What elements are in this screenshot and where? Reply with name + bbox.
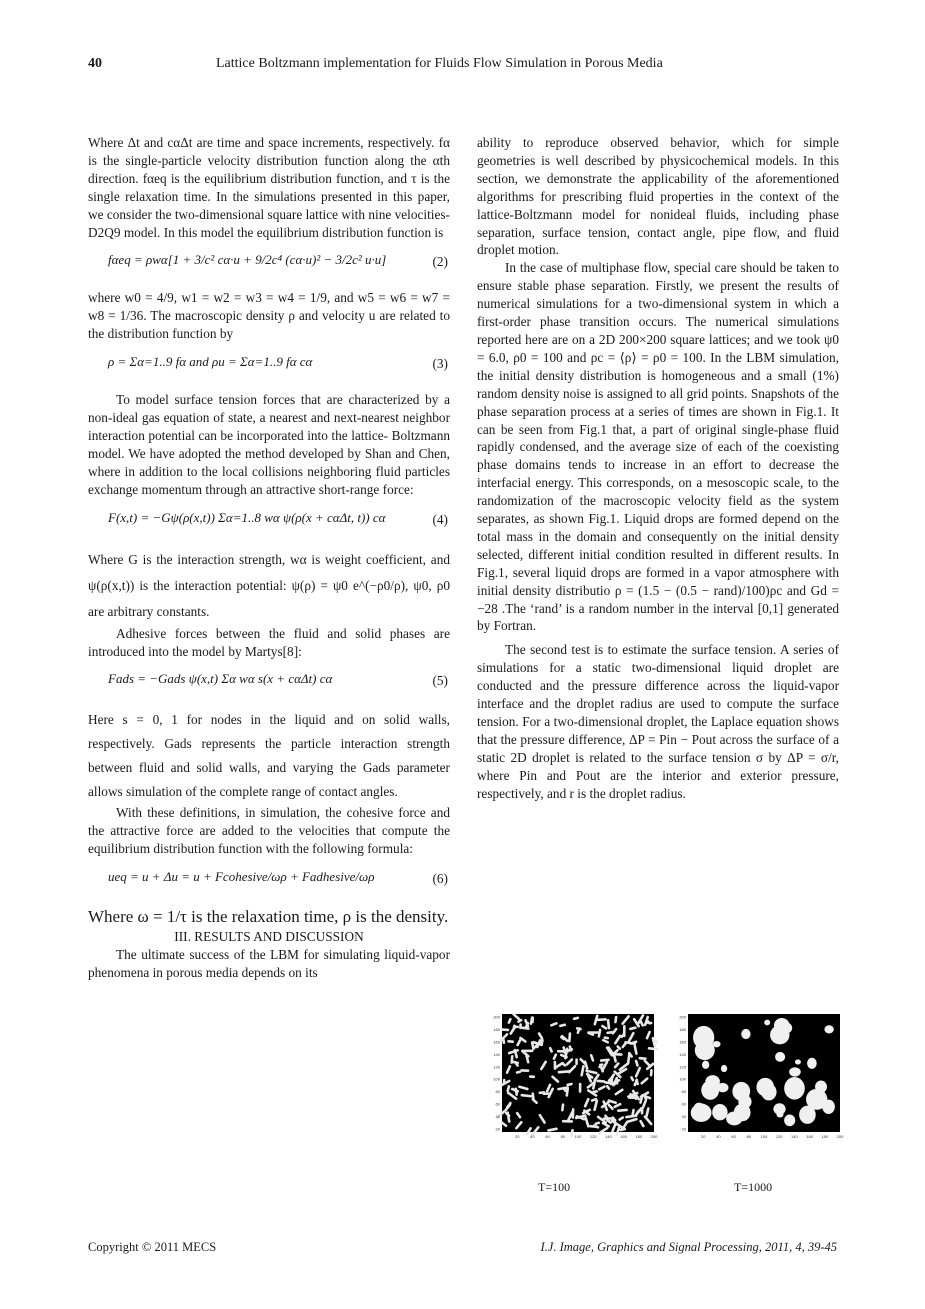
left-column [88,134,450,982]
liquid-domain [621,1129,625,1130]
paragraph: Adhesive forces between the fluid and solid phases are introduced into the model by Martys[8]: [88,625,450,659]
liquid-drop [824,1025,833,1033]
equation-number: (2) [432,254,448,270]
liquid-drop [776,1111,783,1117]
liquid-domain [522,1095,531,1096]
y-tick-label: 60 [495,1101,500,1107]
equation-2 [88,245,450,285]
liquid-domain [569,1034,570,1042]
liquid-drop [807,1058,817,1069]
liquid-drop [795,1059,801,1064]
liquid-domain [594,1091,597,1092]
phase-field-image-t1000 [672,1012,844,1144]
liquid-domain [630,1028,635,1029]
caption-t100: T=100 [538,1180,571,1194]
x-tick-label: 160 [620,1134,627,1139]
paragraph: Here s = 0, 1 for nodes in the liquid and on solid walls, respectively. Gads represents the particle interaction strength between fluid and solid walls, and varying the Gads parameter allows simulation of the complete range of contact angles. [88,712,450,800]
equation-body: fαeq = ρwα[1 + 3/c² cα·u + 9/2c⁴ (cα·u)² − 3/2c² u·u] [108,252,387,268]
liquid-domain [533,1094,534,1099]
liquid-domain [607,1086,609,1088]
liquid-domain [550,1048,551,1051]
x-tick-label: 80 [746,1134,752,1139]
x-tick-label: 120 [775,1134,783,1139]
liquid-domain [572,1130,573,1136]
paragraph: ability to reproduce observed behavior, which for simple geometries is well described by physicochemical models. In this section, we demonstrate the applicability of the aforementioned algorithms for prescribing fluid properties in the context of the lattice-Boltzmann model for nonideal fluids, including phase separation, surface tension, contact angle, pipe flow, and fluid droplet motion. [477,135,839,258]
liquid-domain [551,1023,556,1025]
plot-t100 [486,1012,658,1144]
copyright: Copyright © 2011 MECS [88,1240,217,1254]
equation-3 [88,347,450,387]
liquid-domain [647,1109,649,1116]
liquid-domain [562,1105,563,1110]
liquid-domain [516,1063,518,1066]
liquid-drop [712,1104,727,1120]
x-tick-label: 40 [716,1134,721,1139]
plot-t1000 [672,1012,844,1144]
y-tick-label: 120 [493,1064,500,1070]
liquid-drop [791,1083,804,1095]
liquid-drop [741,1029,750,1039]
x-tick-label: 100 [574,1134,582,1139]
y-tick-label: 20 [495,1126,500,1132]
liquid-domain [568,1084,572,1085]
liquid-drop [701,1080,719,1099]
equation-number: (3) [432,356,448,372]
x-tick-label: 160 [806,1134,813,1139]
equation-number: (4) [432,511,448,527]
liquid-domain [620,1118,623,1120]
liquid-domain [559,1071,569,1072]
paragraph: Where ω = 1/τ is the relaxation time, ρ is the density. [88,907,449,927]
paragraph: The ultimate success of the LBM for simulating liquid-vapor phenomena in porous media depends on its [88,947,450,980]
liquid-drop [784,1115,795,1127]
liquid-domain [591,1055,593,1060]
equation-4 [88,503,450,543]
liquid-domain [563,1088,565,1091]
paragraph: In the case of multiphase flow, special care should be taken to ensure stable phase separation. Firstly, we present the results of numerical simulations for a two-dimensional system in which a first-order phase transition occurs. The numerical simulations reported here are on a 2D 200×200 square lattices; and we took ψ0 = 6.0, ρ0 = 100 and ρc = ⟨ρ⟩ = ρ0 = 100. In the LBM simulation, the initial density distribution is homogeneous and a small (1%) random density noise is assigned to all grid points. Snapshots of the phase separation process at a series of times are shown in Fig.1. It can be seen from Fig.1 that, a part of original single-phase fluid rapidly condensed, and the average size of each of the coexisting phase domains tends to increase in an effort to decrease the interfacial energy. This corresponds, on a mesoscopic scale, to the randomization of the macroscopic velocity field as the system separates, as shown Fig.1. Liquid drops are formed depend on the total mass in the domain and consequently on the initial density selected, different initial condition resulted in different results. In Fig.1, several liquid drops are formed in a vapor atmosphere with initial density distributio ρ = (1.5 − (0.5 − rand)/100)ρc and Gd = −28 .The ‘rand’ is a random number in the interval [0,1] generated by Fortran. [477,260,839,634]
liquid-domain [508,1113,510,1122]
equation-number: (6) [432,871,448,887]
x-tick-label: 140 [791,1134,798,1139]
y-tick-label: 120 [679,1064,686,1070]
y-tick-label: 80 [681,1089,686,1095]
equation-number: (5) [432,673,448,689]
y-tick-label: 40 [681,1114,686,1120]
liquid-domain [653,1038,655,1045]
y-tick-label: 100 [493,1076,500,1082]
equation-body: F(x,t) = −Gψ(ρ(x,t)) Σα=1..8 wα ψ(ρ(x + cαΔt, t)) cα [108,509,386,525]
liquid-domain [626,1042,635,1044]
x-tick-label: 60 [731,1134,736,1139]
liquid-domain [509,1019,510,1022]
y-tick-label: 200 [493,1014,500,1020]
liquid-domain [601,1060,608,1061]
x-tick-label: 40 [530,1134,535,1139]
phase-field-image-t100 [486,1012,658,1144]
liquid-domain [645,1096,646,1100]
y-tick-label: 100 [679,1076,686,1082]
liquid-domain [582,1066,584,1075]
equation-body: ueq = u + Δu = u + Fcohesive/ωρ + Fadhesive/ωρ [108,869,375,885]
liquid-domain [628,1054,629,1064]
liquid-domain [574,1018,578,1019]
liquid-drop [694,1103,704,1113]
liquid-domain [503,1039,504,1042]
equation-6 [88,862,450,902]
liquid-domain [508,1086,509,1090]
y-tick-label: 160 [493,1039,500,1045]
liquid-domain [523,1028,529,1029]
x-tick-label: 140 [605,1134,612,1139]
liquid-domain [515,1050,517,1057]
equation-body: Fads = −Gads ψ(x,t) Σα wα s(x + cαΔt) cα [108,671,333,687]
paragraph: To model surface tension forces that are characterized by a non-ideal gas equation of state, a nearest and next-nearest neighbor interaction potential can be incorporated into the lattice- Boltzmann model. We have adopted the method developed by Shan and Chen, where in addition to the local collisions neighboring fluid particles exchange momentum through an attractive short-range force: [88,392,450,497]
liquid-domain [608,1032,612,1033]
liquid-domain [618,1046,620,1048]
liquid-drop [693,1026,714,1049]
liquid-drop [702,1061,709,1069]
liquid-domain [592,1099,596,1100]
liquid-domain [561,1037,563,1039]
x-tick-label: 20 [514,1134,520,1139]
x-tick-label: 120 [589,1134,597,1139]
liquid-domain [518,1020,521,1021]
y-tick-label: 160 [679,1039,686,1045]
x-tick-label: 60 [545,1134,550,1139]
y-tick-label: 180 [679,1026,686,1032]
x-tick-label: 200 [650,1134,658,1139]
figure-1 [486,1012,844,1202]
liquid-drop [713,1041,721,1047]
liquid-domain [560,1025,565,1026]
x-tick-label: 100 [760,1134,768,1139]
x-tick-label: 200 [836,1134,844,1139]
liquid-domain [649,1048,658,1049]
x-tick-label: 80 [560,1134,566,1139]
liquid-drop [774,1018,790,1033]
liquid-domain [647,1023,651,1024]
liquid-domain [577,1028,580,1029]
liquid-domain [615,1017,616,1022]
equation-5 [88,664,450,704]
liquid-domain [635,1046,637,1054]
liquid-domain [608,1020,609,1028]
paragraph: where w0 = 4/9, w1 = w2 = w3 = w4 = 1/9, and w5 = w6 = w7 = w8 = 1/36. The macroscopic density ρ and velocity u are related to the distribution function by [88,290,450,342]
paragraph: Where G is the interaction strength, wα is weight coefficient, and ψ(ρ(x,t)) is the interaction potential: ψ(ρ) = ψ0 e^(−ρ0/ρ), ψ0, ρ0 are arbitrary constants. [88,551,450,619]
liquid-drop [764,1020,770,1026]
liquid-drop [806,1089,827,1110]
liquid-domain [554,1055,556,1059]
y-tick-label: 180 [493,1026,500,1032]
x-tick-label: 180 [821,1134,829,1139]
liquid-drop [775,1052,785,1062]
x-tick-label: 20 [700,1134,706,1139]
running-title: Lattice Boltzmann implementation for Fluids Flow Simulation in Porous Media [216,56,663,71]
liquid-domain [596,1123,599,1124]
liquid-domain [618,1110,626,1111]
y-tick-label: 140 [679,1051,686,1057]
x-tick-label: 180 [635,1134,643,1139]
liquid-drop [721,1065,727,1072]
liquid-domain [548,1129,556,1131]
liquid-domain [633,1110,634,1114]
liquid-drop [789,1067,801,1076]
equation-body: ρ = Σα=1..9 fα and ρu = Σα=1..9 fα cα [108,354,313,370]
y-tick-label: 80 [495,1089,500,1095]
liquid-domain [567,1089,568,1095]
paragraph: With these definitions, in simulation, the cohesive force and the attractive force are added to the velocities that compute the equilibrium distribution function with the following formula: [88,805,450,857]
liquid-domain [517,1072,520,1073]
liquid-drop [761,1084,776,1101]
liquid-drop [734,1104,751,1122]
paragraph: Where Δt and cαΔt are time and space increments, respectively. fα is the single-particle velocity distribution function along the αth direction. fαeq is the equilibrium distribution function, and τ is the single relaxation time. In the simulations presented in this paper, we consider the two-dimensional square lattice with nine velocities-D2Q9 model. In this model the equilibrium distribution function is [88,135,450,240]
y-tick-label: 40 [495,1114,500,1120]
section-heading: III. RESULTS AND DISCUSSION [174,929,364,945]
right-column [477,134,839,803]
page-number: 40 [88,56,102,71]
liquid-domain [636,1061,637,1065]
liquid-domain [512,1056,513,1062]
paragraph: The second test is to estimate the surface tension. A series of simulations for a static two-dimensional liquid droplet are conducted and the pressure difference across the liquid-vapor interface and the droplet radius are used to compute the surface tension. For a two-dimensional droplet, the Laplace equation shows that the pressure difference, ΔP = Pin − Pout across the surface of a static 2D droplet is related to the surface tension σ by ΔP = σ/r, where Pin and Pout are the interior and exterior pressure, respectively, and r is the droplet radius. [477,642,839,801]
journal-citation: I.J. Image, Graphics and Signal Processing, 2011, 4, 39-45 [540,1240,837,1254]
liquid-domain [632,1077,633,1080]
page-header [88,56,837,78]
y-tick-label: 20 [681,1126,686,1132]
y-tick-label: 140 [493,1051,500,1057]
liquid-domain [570,1047,571,1051]
caption-t1000: T=1000 [734,1180,773,1194]
y-tick-label: 200 [679,1014,686,1020]
liquid-domain [640,1058,646,1059]
liquid-domain [622,1034,624,1037]
liquid-drop [732,1082,750,1101]
liquid-domain [514,1026,515,1029]
y-tick-label: 60 [681,1101,686,1107]
liquid-domain [637,1080,638,1084]
